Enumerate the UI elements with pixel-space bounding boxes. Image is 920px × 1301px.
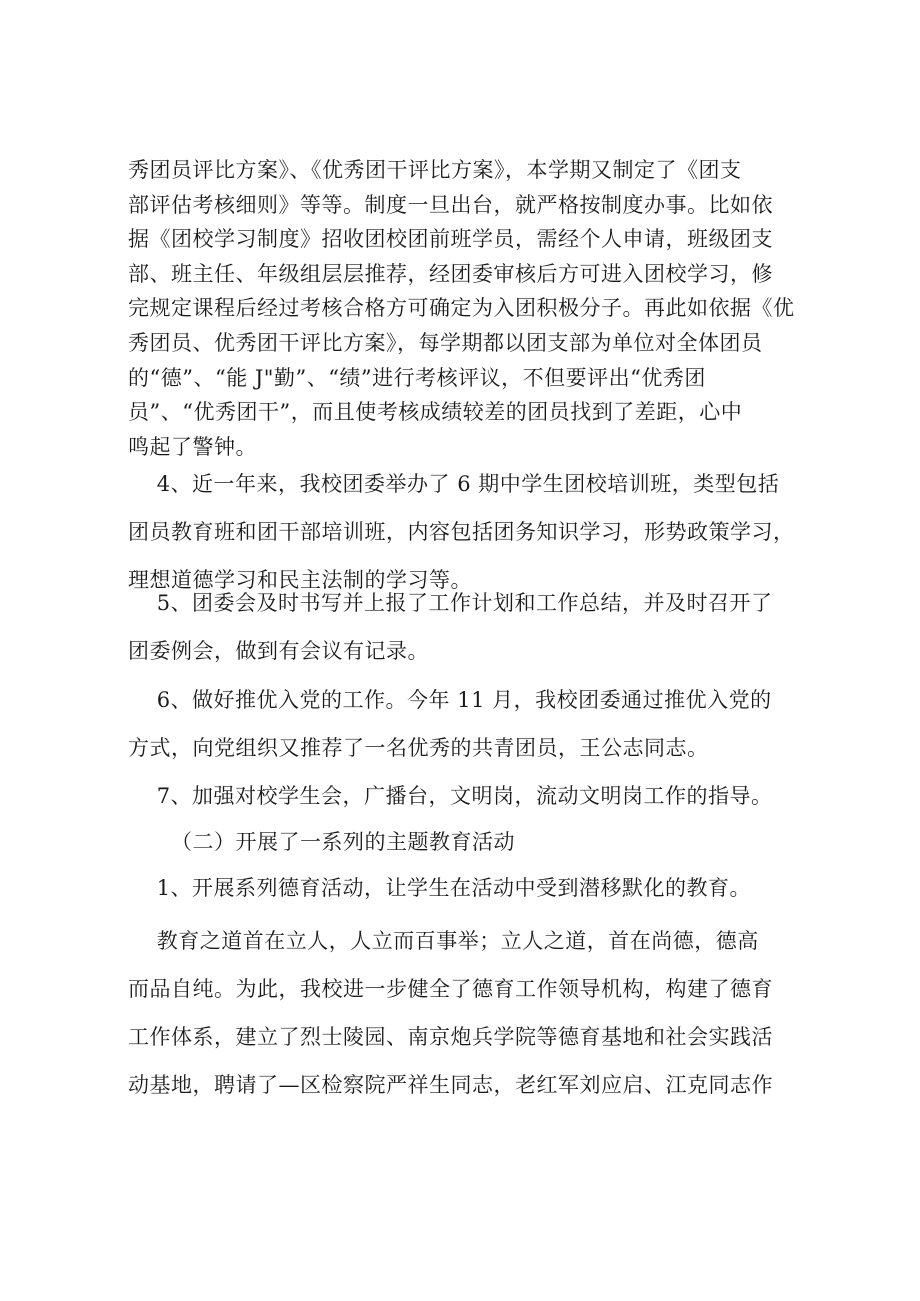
- text-line: 工作体系，建立了烈士陵园、南京炮兵学院等德育基地和社会实践活: [128, 1025, 773, 1049]
- text-line: 鸣起了警钟。: [128, 434, 257, 459]
- text-line: 团员教育班和团干部培训班，内容包括团务知识学习，形势政策学习，: [128, 520, 795, 544]
- text-line: 据《团校学习制度》招收团校团前班学员，需经个人申请，班级团支: [128, 227, 773, 252]
- text-line: 完规定课程后经过考核合格方可确定为入团积极分子。再此如依据《优: [128, 296, 795, 321]
- text-line: 动基地，聘请了—区检察院严祥生同志，老红军刘应启、江克同志作: [128, 1073, 773, 1097]
- text-line: 员”、“优秀团干”，而且使考核成绩较差的团员找到了差距，心中: [128, 400, 743, 425]
- paragraph-evaluation-system: [128, 153, 828, 464]
- text-line: 方式，向党组织又推荐了一名优秀的共青团员，王公志同志。: [128, 736, 709, 760]
- paragraph-subitem-1: [128, 871, 828, 905]
- text-line: 而品自纯。为此，我校进一步健全了德育工作领导机构，构建了德育: [128, 977, 773, 1001]
- paragraph-item-6: [128, 676, 828, 772]
- text-line: 5、团委会及时书写并上报了工作计划和工作总结，并及时召开了: [128, 591, 773, 615]
- text-line: 7、加强对校学生会，广播台，文明岗，流动文明岗工作的指导。: [128, 784, 773, 808]
- text-line: 部评估考核细则》等等。制度一旦出台，就严格按制度办事。比如依: [128, 192, 773, 217]
- text-line: 教育之道首在立人，人立而百事举；立人之道，首在尚德，德高: [128, 929, 759, 953]
- section-heading-2: [128, 825, 828, 859]
- text-line: 理想道德学习和民主法制的学习等。: [128, 568, 472, 592]
- text-line: 秀团员、优秀团干评比方案》，每学期都以团支部为单位对全体团员: [128, 330, 763, 355]
- text-line: 6、做好推优入党的工作。今年 11 月，我校团委通过推优入党的: [128, 688, 772, 712]
- paragraph-moral-education: [128, 917, 828, 1109]
- text-line: 秀团员评比方案》、《优秀团干评比方案》，本学期又制定了《团支: [128, 158, 742, 182]
- text-line: 4、近一年来，我校团委举办了 6 期中学生团校培训班，类型包括: [128, 472, 780, 496]
- text-line: 1、开展系列德育活动，让学生在活动中受到潜移默化的教育。: [128, 876, 752, 900]
- text-line: 团委例会，做到有会议有记录。: [128, 639, 429, 663]
- paragraph-item-5: [128, 579, 828, 675]
- text-line: 部、班主任、年级组层层推荐，经团委审核后方可进入团校学习，修: [128, 261, 773, 286]
- section-heading: （二）开展了一系列的主题教育活动: [128, 830, 516, 854]
- paragraph-item-7: [128, 779, 828, 813]
- text-line: 的“德”、“能 J"勤”、“绩”进行考核评议，不但要评出“优秀团: [128, 365, 706, 390]
